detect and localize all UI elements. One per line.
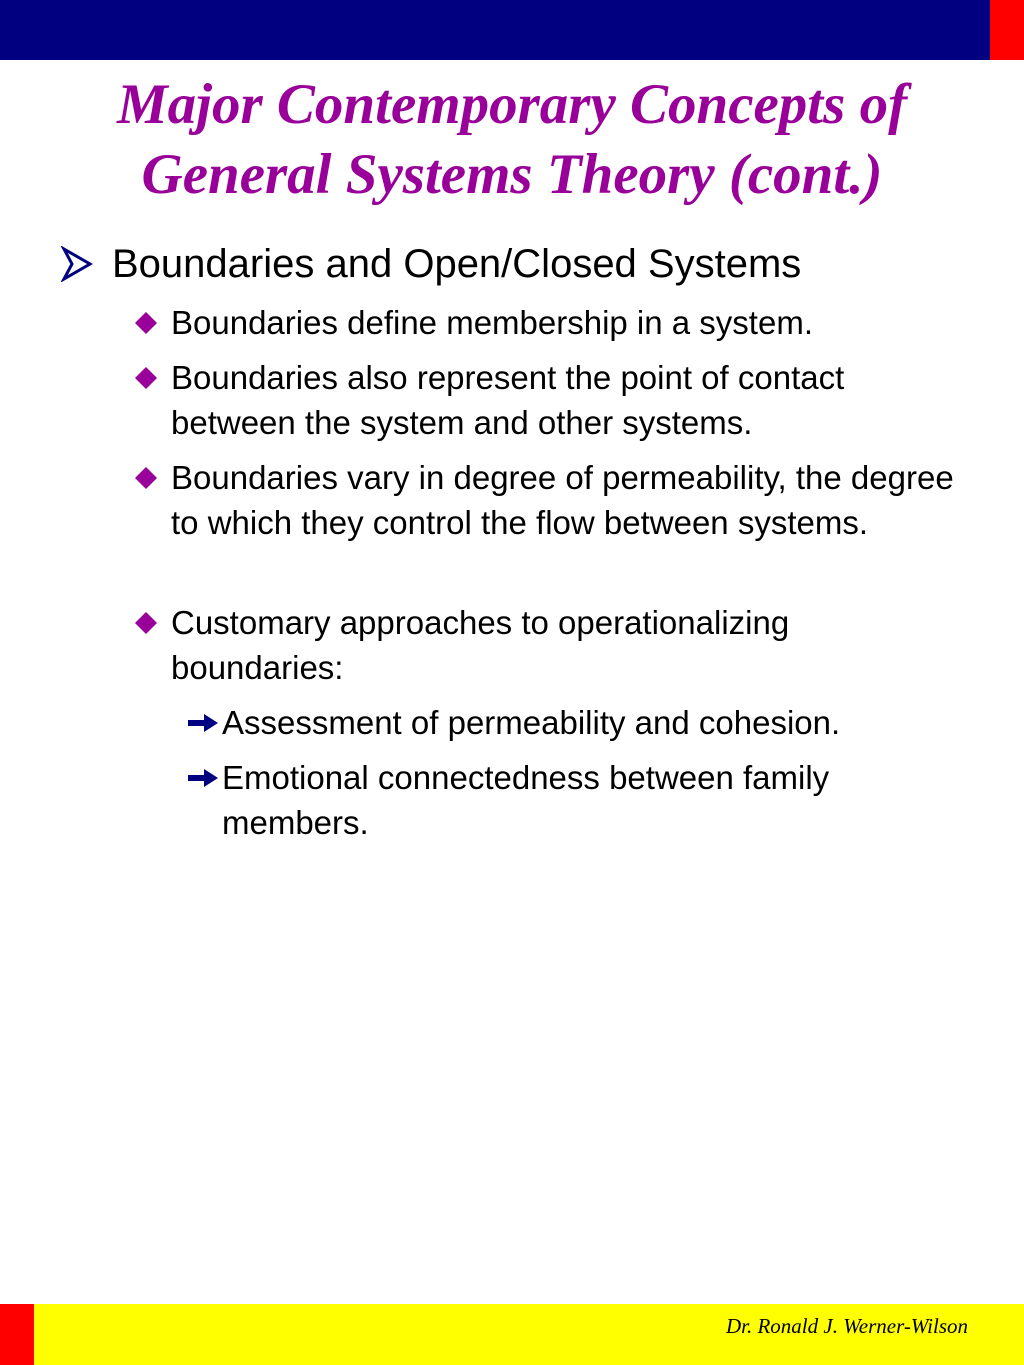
arrow-right-icon xyxy=(186,712,220,734)
bullet-level-3-text: Emotional connectedness between family members. xyxy=(222,759,830,841)
bullet-level-2-text: Boundaries also represent the point of contact between the system and other systems. xyxy=(171,359,845,441)
bullet-level-3 xyxy=(186,755,966,845)
bullet-level-2 xyxy=(130,355,960,445)
arrowhead-bullet-icon xyxy=(60,246,94,282)
title-line-2: General Systems Theory (cont.) xyxy=(141,143,883,206)
footer-author: Dr. Ronald J. Werner-Wilson xyxy=(725,1314,968,1338)
bullet-level-1-text: Boundaries and Open/Closed Systems xyxy=(112,242,802,286)
bullet-level-2-text: Boundaries vary in degree of permeability, the degree to which they control the flow between systems. xyxy=(171,459,954,541)
bottom-red-accent xyxy=(0,1304,34,1365)
diamond-bullet-icon xyxy=(134,366,158,390)
bullet-level-2-text: Boundaries define membership in a system. xyxy=(171,304,813,341)
title-line-1: Major Contemporary Concepts of xyxy=(116,73,908,136)
bullet-level-2 xyxy=(130,600,960,690)
diamond-bullet-icon xyxy=(134,311,158,335)
bullet-level-1 xyxy=(60,240,960,288)
bullet-level-2 xyxy=(130,455,960,545)
bullet-level-3 xyxy=(186,700,966,745)
bullet-level-2 xyxy=(130,300,960,345)
bullet-level-3-text: Assessment of permeability and cohesion. xyxy=(222,704,841,741)
top-banner xyxy=(0,0,990,60)
diamond-bullet-icon xyxy=(134,611,158,635)
diamond-bullet-icon xyxy=(134,466,158,490)
bullet-level-2-text: Customary approaches to operationalizing boundaries: xyxy=(171,604,790,686)
top-red-accent xyxy=(990,0,1024,60)
arrow-right-icon xyxy=(186,767,220,789)
slide-title xyxy=(0,70,1024,210)
